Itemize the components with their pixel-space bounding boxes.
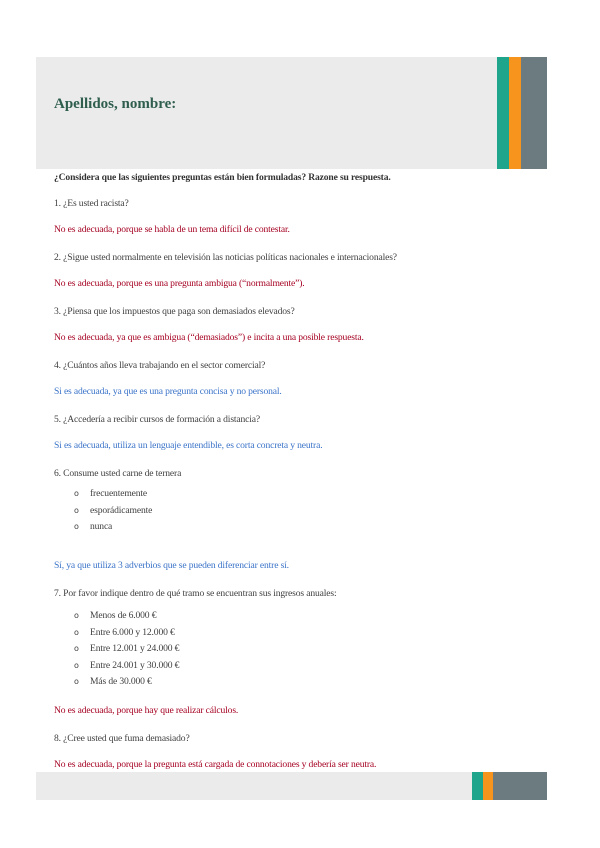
list-item: o Entre 24.001 y 30.000 € [74, 659, 180, 671]
bullet-icon: o [74, 522, 79, 532]
worksheet-body [54, 172, 524, 787]
answer-6: Sí, ya que utiliza 3 adverbios que se pueden diferenciar entre sí. [54, 560, 289, 571]
bullet-icon: o [74, 505, 79, 515]
question-8: 8. ¿Cree usted que fuma demasiado? [54, 733, 190, 744]
bullet-icon: o [74, 489, 79, 498]
answer-4: Si es adecuada, ya que es una pregunta concisa y no personal. [54, 386, 282, 397]
footer-stripe-orange [483, 772, 493, 800]
bullet-icon: o [74, 660, 79, 670]
question-7: 7. Por favor indique dentro de qué tramo se encuentran sus ingresos anuales: [54, 588, 337, 599]
question-4: 4. ¿Cuántos años lleva trabajando en el sector comercial? [54, 360, 266, 371]
question-6: 6. Consume usted carne de ternera [54, 468, 182, 479]
answer-5: Si es adecuada, utiliza un lenguaje entendible, es corta concreta y neutra. [54, 440, 323, 451]
answer-2: No es adecuada, porque es una pregunta ambigua (“normalmente”). [54, 278, 305, 289]
list-item: o esporádicamente [74, 504, 153, 516]
bullet-icon: o [74, 627, 79, 637]
list-item: o frecuentemente [74, 488, 148, 499]
list-item: o Entre 12.001 y 24.000 € [74, 643, 180, 655]
question-5: 5. ¿Accedería a recibir cursos de formación a distancia? [54, 414, 261, 425]
list-item: o Menos de 6.000 € [74, 610, 157, 621]
footer-band [36, 772, 547, 800]
header-stripe-orange [509, 57, 521, 169]
instructions: ¿Considera que las siguientes preguntas están bien formuladas? Razone su respuesta. [54, 172, 391, 183]
options-list-6 [54, 488, 524, 560]
footer-stripe-gray [493, 772, 547, 800]
answer-7: No es adecuada, porque hay que realizar cálculos. [54, 705, 239, 716]
list-item: o Más de 30.000 € [74, 676, 152, 688]
list-item: o nunca [74, 521, 113, 533]
bullet-icon: o [74, 611, 79, 620]
question-2: 2. ¿Sigue usted normalmente en televisión las noticias políticas nacionales e internacionales? [54, 252, 397, 263]
name-field-label: Apellidos, nombre: [54, 96, 177, 112]
question-3: 3. ¿Piensa que los impuestos que paga son demasiados elevados? [54, 306, 295, 317]
answer-3: No es adecuada, ya que es ambigua (“demasiados”) e incita a una posible respuesta. [54, 332, 364, 343]
answer-8: No es adecuada, porque la pregunta está cargada de connotaciones y debería ser neutra. [54, 759, 377, 770]
bullet-icon: o [74, 677, 79, 687]
header-band [36, 57, 547, 169]
answer-1: No es adecuada, porque se habla de un tema difícil de contestar. [54, 224, 290, 235]
header-stripe-teal [497, 57, 509, 169]
header-stripe-gray [521, 57, 547, 169]
options-list-7 [54, 610, 524, 705]
question-1: 1. ¿Es usted racista? [54, 198, 129, 209]
list-item: o Entre 6.000 y 12.000 € [74, 626, 175, 638]
bullet-icon: o [74, 644, 79, 654]
footer-stripe-teal [472, 772, 483, 800]
